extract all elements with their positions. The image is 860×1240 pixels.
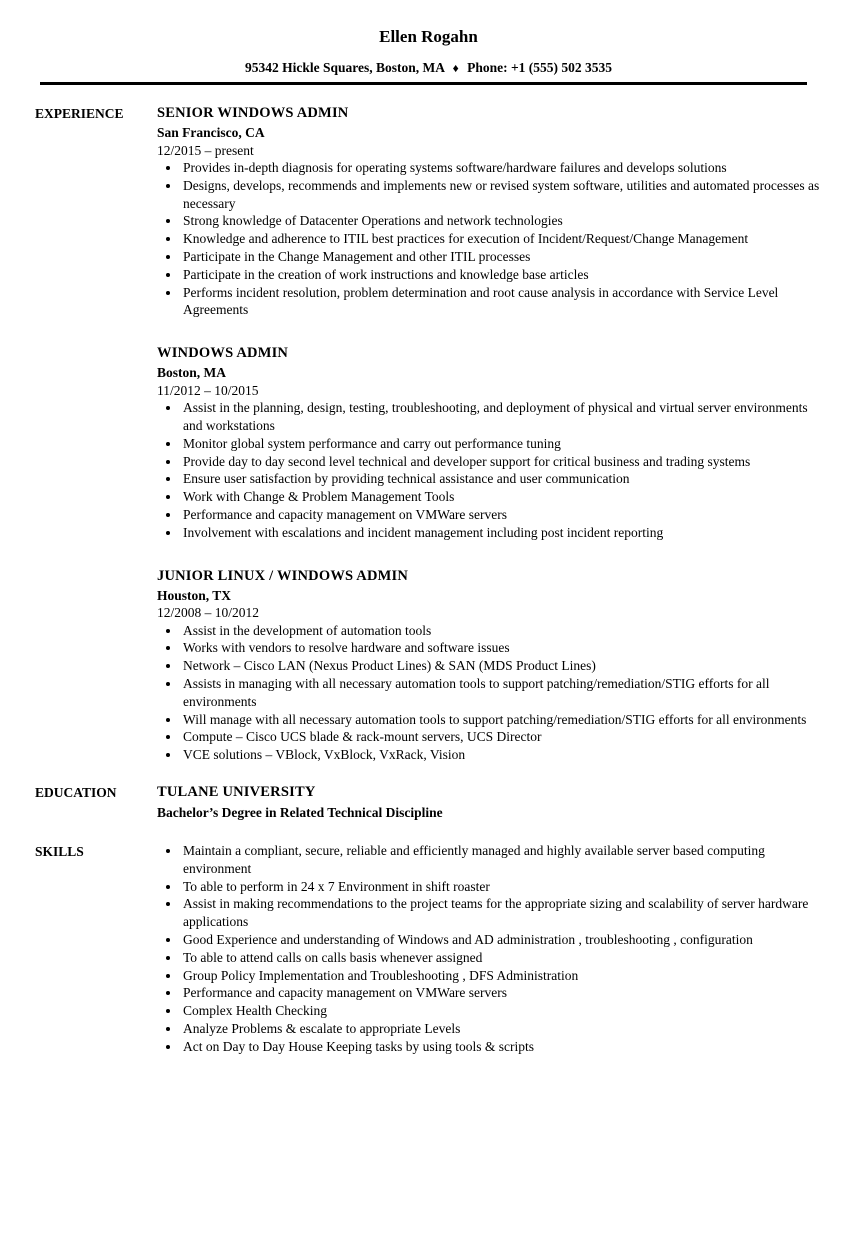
diamond-icon: ♦ [452,61,459,75]
job-dates: 11/2012 – 10/2015 [157,382,259,398]
bullet-item: • Designs, develops, recommends and implements new or revised system software, utilities and automated processes as necessary [181,177,822,213]
bullet-item: • Participate in the Change Management and other ITIL processes [181,248,822,266]
bullet-item: • Participate in the creation of work instructions and knowledge base articles [181,266,822,284]
job-entry [157,344,822,541]
bullet-item: • Analyze Problems & escalate to appropriate Levels [181,1020,822,1038]
bullet-item: • To able to perform in 24 x 7 Environment in shift roaster [181,878,822,896]
bullet-item: • Performs incident resolution, problem determination and root cause analysis in accordance with Service Level Agreements [181,284,822,320]
education-section [35,783,822,822]
bullet-item: • Assist in the planning, design, testing, troubleshooting, and deployment of physical and virtual server environments and workstations [181,399,822,435]
job-title: SENIOR WINDOWS ADMIN [157,105,349,121]
bullet-item: • To able to attend calls on calls basis whenever assigned [181,949,822,967]
bullet-item: • Network – Cisco LAN (Nexus Product Lines) & SAN (MDS Product Lines) [181,657,822,675]
bullet-item: • Provides in-depth diagnosis for operating systems software/hardware failures and develops solutions [181,159,822,177]
phone-text: Phone: +1 (555) 502 3535 [467,60,613,75]
bullet-item: • Assist in making recommendations to the project teams for the appropriate sizing and scalability of server hardware applications [181,895,822,931]
bullet-item: • Works with vendors to resolve hardware and software issues [181,639,822,657]
bullet-item: • Act on Day to Day House Keeping tasks by using tools & scripts [181,1038,822,1056]
resume-header [35,26,822,77]
bullet-item: • Provide day to day second level technical and developer support for critical business and trading systems [181,453,822,471]
experience-label: EXPERIENCE [35,106,124,121]
skills-section [35,842,822,1056]
bullet-item: • Will manage with all necessary automation tools to support patching/remediation/STIG efforts for all environments [181,711,822,729]
job-location: Boston, MA [157,365,227,381]
skills-content [157,842,822,1056]
job-location: Houston, TX [157,587,232,603]
skills-label: SKILLS [35,843,84,859]
bullet-item: • Performance and capacity management on VMWare servers [181,506,822,524]
bullet-item: • Involvement with escalations and incident management including post incident reporting [181,524,822,542]
candidate-name: Ellen Rogahn [379,27,478,46]
bullet-item: • Assist in the development of automation tools [181,622,822,640]
job-bullet-list [157,159,822,319]
bullet-item: • Monitor global system performance and carry out performance tuning [181,435,822,453]
job-title: JUNIOR LINUX / WINDOWS ADMIN [157,567,409,584]
bullet-item: • Complex Health Checking [181,1002,822,1020]
bullet-item: • Strong knowledge of Datacenter Operations and network technologies [181,212,822,230]
header-divider [40,82,807,85]
bullet-item: • Good Experience and understanding of Windows and AD administration , troubleshooting , configuration [181,931,822,949]
experience-content [157,104,822,764]
job-entry [157,104,822,319]
job-title: WINDOWS ADMIN [157,345,289,362]
skills-bullet-list [157,842,822,1056]
bullet-item: • Compute – Cisco UCS blade & rack-mount servers, UCS Director [181,728,822,746]
bullet-item: • Performance and capacity management on VMWare servers [181,984,822,1002]
education-label: EDUCATION [35,784,117,800]
job-entry [157,567,822,764]
bullet-item: • VCE solutions – VBlock, VxBlock, VxRack, Vision [181,746,822,764]
education-degree: Bachelor’s Degree in Related Technical Discipline [157,804,443,820]
job-bullet-list [157,622,822,764]
bullet-item: • Knowledge and adherence to ITIL best practices for execution of Incident/Request/Change Management [181,230,822,248]
bullet-item: • Maintain a compliant, secure, reliable and efficiently managed and highly available server based computing environment [181,842,822,878]
job-location: San Francisco, CA [157,125,265,140]
contact-line [35,59,822,77]
bullet-item: • Assists in managing with all necessary automation tools to support patching/remediation/STIG efforts for all environments [181,675,822,711]
resume-body [35,104,822,1055]
job-bullet-list [157,399,822,541]
bullet-item: • Ensure user satisfaction by providing technical assistance and user communication [181,470,822,488]
education-school: TULANE UNIVERSITY [157,783,316,800]
bullet-item: • Work with Change & Problem Management Tools [181,488,822,506]
bullet-item: • Group Policy Implementation and Troubleshooting , DFS Administration [181,967,822,985]
job-dates: 12/2015 – present [157,142,254,158]
address-text: 95342 Hickle Squares, Boston, MA [244,60,445,75]
education-content [157,783,822,822]
job-dates: 12/2008 – 10/2012 [157,605,260,621]
experience-section [35,104,822,764]
